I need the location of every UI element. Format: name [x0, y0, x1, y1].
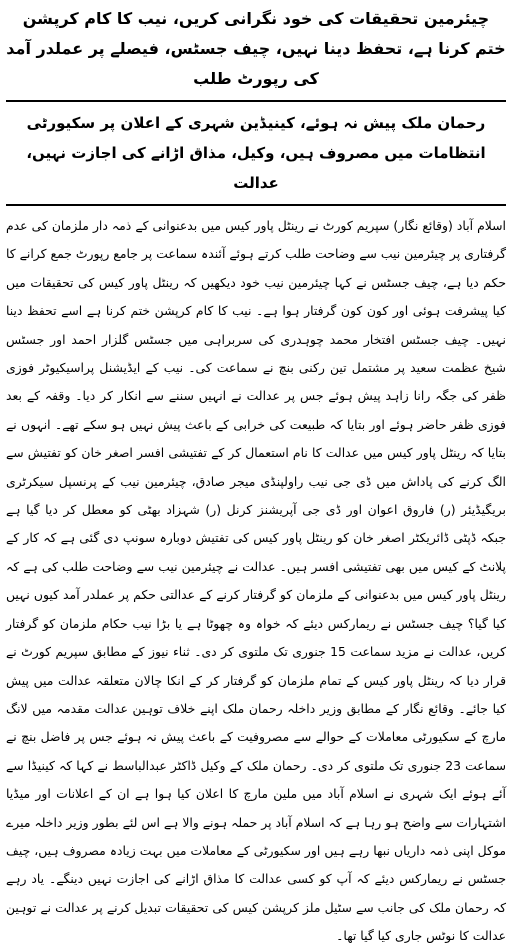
article-body: اسلام آباد (وقائع نگار) سپریم کورٹ نے رینٹل پاور کیس میں بدعنوانی کے ذمہ دار ملزمان کی عدم گرفتاری پر چیئرمین نیب سے وضاحت طلب کرتے ہوئے آئندہ سماعت پر جامع رپورٹ جمع کرانے کا حکم دیا ہے، چیف جسٹس نے کہا چیئرمین نیب خود دیکھیں کہ رینٹل پاور کیس کی تحقیقات میں کیا پیشرفت ہوئی اور کون کون گرفتار ہوا ہے۔ نیب کا کام کرپشن ختم کرنا ہے اسے تحفظ دینا نہیں۔ چیف جسٹس افتخار محمد چوہدری کی سربراہی میں جسٹس گلزار احمد اور جسٹس شیخ عظمت سعید پر مشتمل تین رکنی بنچ نے سماعت کی۔ نیب کے ایڈیشنل پراسیکیوٹر فوزی ظفر کی جگہ رانا زاہد پیش ہوئے جس پر عدالت نے انہیں سننے سے انکار کر دیا۔ وقفہ کے بعد فوزی ظفر حاضر ہوئے اور بتایا کہ طبیعت کی خرابی کے باعث پیش نہیں ہو سکے تھے۔ انہوں نے بتایا کہ رینٹل پاور کیس میں عدالت کا نام استعمال کر کے تفتیشی افسر اصغر خان کو تفتیش سے الگ کرنے کی پاداش میں ڈی جی نیب راولپنڈی میجر صادق، چیئرمین نیب کے پرنسپل سیکرٹری بریگیڈیئر (ر) فاروق اعوان اور ڈی جی آپریشنز کرنل (ر) شہزاد بھٹی کو معطل کر دیا گیا ہے جبکہ ڈپٹی ڈائریکٹر اصغر خان کو رینٹل پاور کیس کی تفتیش دوبارہ سونپ دی گئی ہے کہ کار کے پلانٹ کے کیس میں بھی تفتیشی افسر ہیں۔ عدالت نے چیئرمین نیب سے وضاحت طلب کی ہے کہ رینٹل پاور کیس میں بدعنوانی کے ملزمان کو گرفتار کرنے کے عدالتی حکم پر عملدر آمد کیوں نہیں کیا گیا؟ چیف جسٹس نے ریمارکس دیئے کہ خواہ وہ چھوٹا ہے یا بڑا نیب حکام ملزمان کو گرفتار کریں، عدالت نے مزید سماعت 15 جنوری تک ملتوی کر دی۔ ثناء نیوز کے مطابق سپریم کورٹ نے قرار دیا کہ رینٹل پاور کیس کے تمام ملزمان کو گرفتار کر کے انکا چالان متعلقہ عدالت میں پیش کیا جائے۔ وقائع نگار کے مطابق وزیر داخلہ رحمان ملک اپنے خلاف توہین عدالت مقدمہ میں لانگ مارچ کے سکیورٹی معاملات کے حوالے سے مصروفیت کے باعث پیش نہ ہوئے جس پر فاضل بنچ نے سماعت 23 جنوری تک ملتوی کر دی۔ رحمان ملک کے وکیل ڈاکٹر عبدالباسط نے کہا کہ کینیڈا سے آئے ہوئے ایک شہری نے اسلام آباد میں ملین مارچ کا اعلان کیا ہوا ہے ان کے اعلانات اور میڈیا اشتہارات سے واضح ہو رہا ہے کہ اسلام آباد پر حملہ ہونے والا ہے اس لئے بطور وزیر داخلہ میرے موکل اپنی ذمہ داریاں نبھا رہے ہیں اور سکیورٹی کے معاملات میں بہت زیادہ مصروف ہیں، چیف جسٹس نے ریمارکس دیئے کہ آپ کو کسی عدالت کا مذاق اڑانے کی اجازت نہیں دینگے۔ یاد رہے کہ رحمان ملک کی جانب سے سٹیل ملز کرپشن کیس کی تحقیقات تبدیل کرنے پر عدالت نے توہین عدالت کا نوٹس جاری کیا گیا تھا۔ — [6, 218, 507, 944]
headline-divider — [6, 100, 506, 102]
article-subheadline: رحمان ملک پیش نہ ہوئے، کینیڈین شہری کے اعلان پر سکیورٹی انتظامات میں مصروف ہیں، وکیل، مذاق اڑانے کی اجازت نہیں، عدالت — [26, 114, 486, 192]
subheadline-divider — [6, 204, 506, 206]
article-headline: چیئرمین تحقیقات کی خود نگرانی کریں، نیب کا کام کرپشن ختم کرنا ہے، تحفظ دینا نہیں، چیف جسٹس، فیصلے پر عملدر آمد کی رپورٹ طلب — [6, 9, 506, 88]
